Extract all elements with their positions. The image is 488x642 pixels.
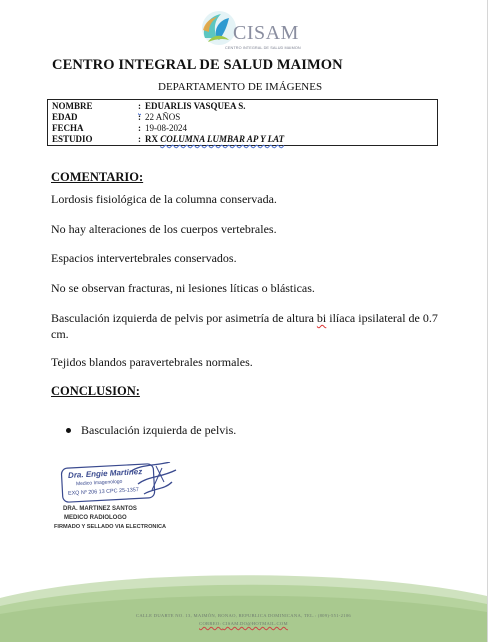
patient-info-box <box>47 99 438 146</box>
logo-tagline: CENTRO INTEGRAL DE SALUD MAIMON <box>225 46 301 50</box>
doctor-title: MEDICO RADIOLOGO <box>64 515 127 521</box>
study-prefix: RX <box>145 134 161 144</box>
doctor-stamp <box>60 462 180 502</box>
patient-name-label: NOMBRE <box>52 101 93 111</box>
comment-paragraph: Espacios intervertebrales conservados. <box>51 251 237 265</box>
stamp-role: Medico Imagenologo <box>75 478 123 488</box>
conclusion-item <box>66 423 236 438</box>
comment-paragraph: Tejidos blandos paravertebrales normales. <box>51 355 253 369</box>
exam-date-colon: : <box>138 123 141 133</box>
footer-email <box>0 621 487 626</box>
doctor-name: DRA. MARTINEZ SANTOS <box>63 506 137 512</box>
signature-note: FIRMADO Y SELLADO VIA ELECTRONICA <box>54 524 167 530</box>
stamp-license: EXQ Nº 206 13 CPC 25-1357 <box>67 487 139 497</box>
patient-age-label: EDAD <box>52 112 78 122</box>
department-name: DEPARTAMENTO DE IMÁGENES <box>158 81 323 93</box>
comment-text-flagged: bi <box>316 311 327 325</box>
exam-date-label: FECHA <box>52 123 84 133</box>
document-title: CENTRO INTEGRAL DE SALUD MAIMON <box>52 57 343 73</box>
comment-paragraph: No se observan fracturas, ni lesiones líticas o blásticas. <box>51 281 315 295</box>
footer-wave-decoration <box>0 568 487 642</box>
patient-age-colon: : <box>138 112 141 122</box>
study-label: ESTUDIO <box>52 134 93 144</box>
comment-paragraph: No hay alteraciones de los cuerpos vertebrales. <box>51 222 277 236</box>
conclusion-item-text: Basculación izquierda de pelvis. <box>81 423 237 437</box>
stamp-name: Dra. Engie Martinez <box>67 467 143 480</box>
patient-name-colon <box>138 101 141 112</box>
comment-heading: COMENTARIO: <box>51 170 144 184</box>
footer-address: CALLE DUARTE NO. 13, MAIMÓN, BONAO, REPUBLICA DOMINICANA, TEL.: (809)-551-2106 <box>135 613 352 618</box>
patient-name-colon-text: : <box>138 101 141 111</box>
logo-brand-text: CISAM <box>233 22 299 44</box>
study-value <box>145 134 284 145</box>
comment-paragraph-pelvis <box>51 310 446 342</box>
study-colon: : <box>138 134 141 144</box>
footer-email-address: CISAM.DO@HOTMAIL.COM <box>222 621 288 626</box>
comment-text: Basculación izquierda de pelvis por asimetría de altura <box>51 311 317 325</box>
footer-email-prefix: CORREO: <box>199 621 223 626</box>
exam-date-value: 19-08-2024 <box>145 123 187 133</box>
study-name: COLUMNA LUMBAR AP Y LAT <box>160 134 285 144</box>
patient-name-value: EDUARLIS VASQUEA S. <box>145 101 246 111</box>
patient-age-value: 22 AÑOS <box>145 112 181 122</box>
conclusion-heading: CONCLUSION: <box>51 384 140 398</box>
comment-text: ilíaca ipsilateral de 0.7 cm. <box>51 311 438 341</box>
bullet-icon <box>66 428 71 433</box>
comment-paragraph: Lordosis fisiológica de la columna conservada. <box>51 192 277 206</box>
cisam-logo <box>195 8 315 54</box>
